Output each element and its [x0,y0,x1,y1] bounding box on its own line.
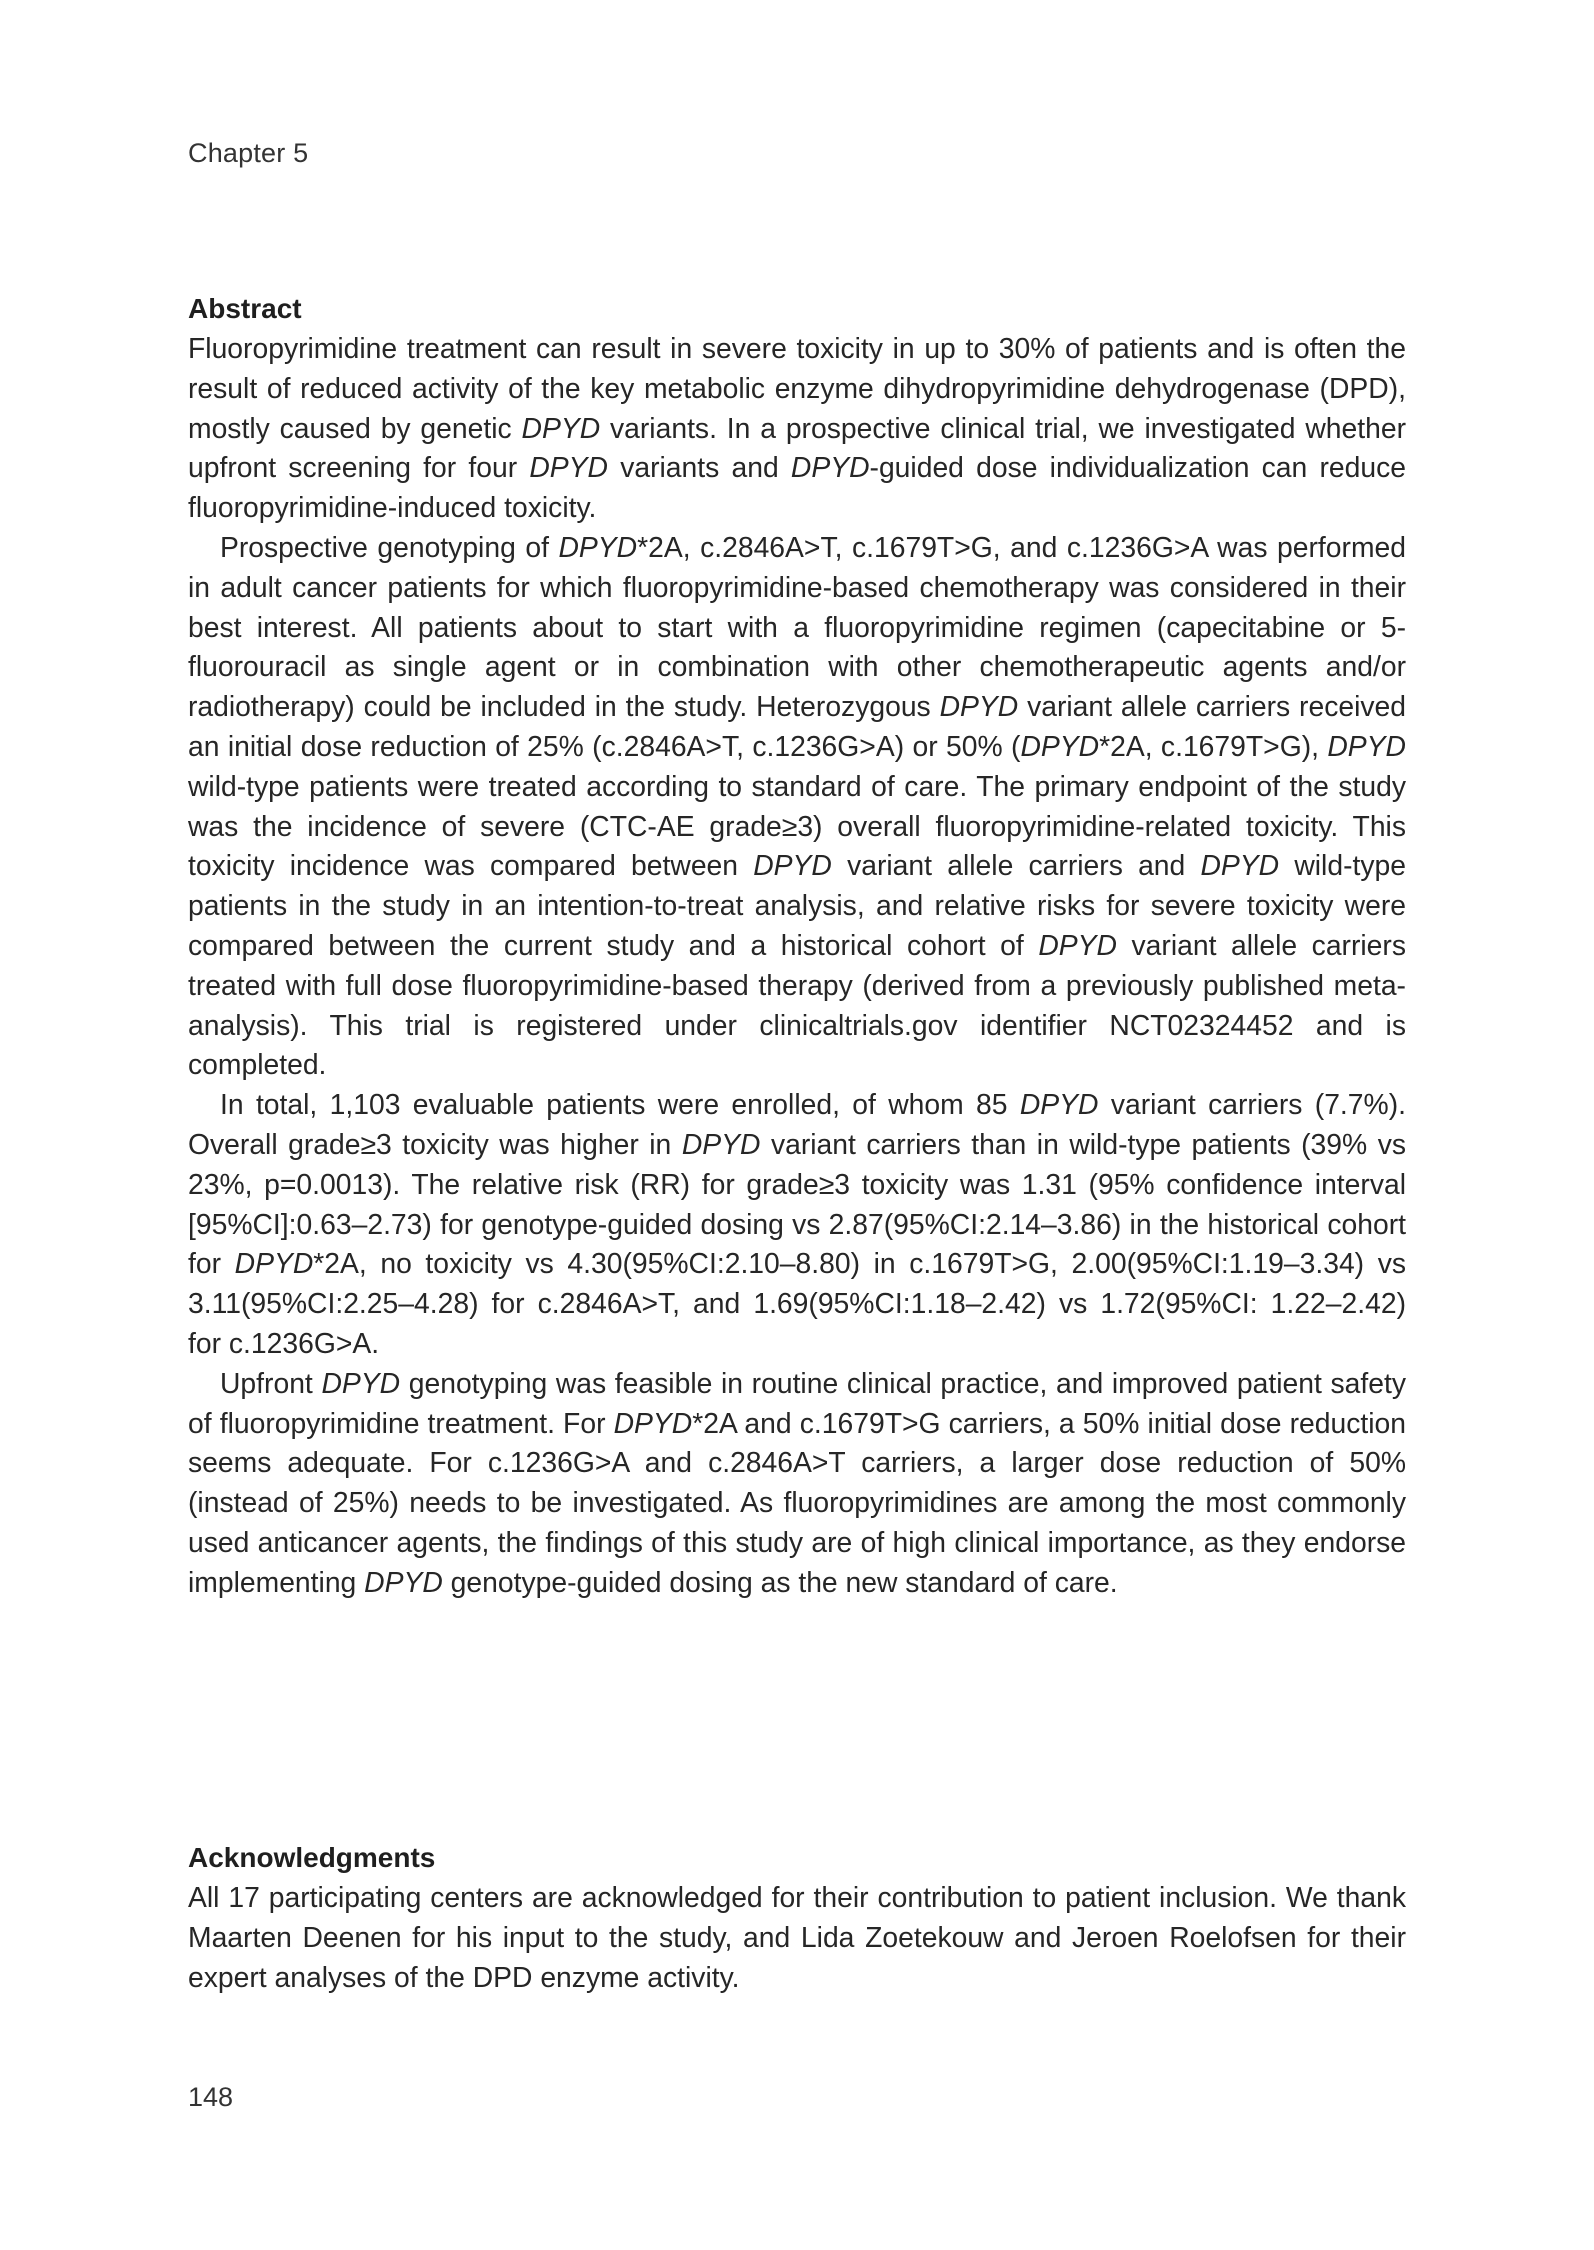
italic-gene-name: DPYD [1020,729,1100,762]
italic-gene-name: DPYD [364,1565,443,1598]
italic-gene-name: DPYD [321,1366,401,1399]
abstract-heading: Abstract [188,293,302,324]
italic-gene-name: DPYD [790,451,870,484]
italic-gene-name: DPYD [234,1247,314,1280]
acknowledgments-section [188,1838,1406,1997]
italic-gene-name: DPYD [613,1406,693,1439]
abstract-paragraph-2: Prospective genotyping of DPYD*2A, c.2846A>T, c.1679T>G, and c.1236G>A was performed in adult cancer patients for which fluoropyrimidine-based chemotherapy was considered in their best interest. All patients about to start with a fluoropyrimidine regimen (capecitabine or 5-fluorouracil as single agent or in combination with other chemotherapeutic agents and/or radiotherapy) could be included in the study. Heterozygous DPYD variant allele carriers received an initial dose reduction of 25% (c.2846A>T, c.1236G>A) or 50% (DPYD*2A, c.1679T>G), DPYD wild-type patients were treated according to standard of care. The primary endpoint of the study was the incidence of severe (CTC-AE grade≥3) overall fluoropyrimidine-related toxicity. This toxicity incidence was compared between DPYD variant allele carriers and DPYD wild-type patients in the study in an intention-to-treat analysis, and relative risks for severe toxicity were compared between the current study and a historical cohort of DPYD variant allele carriers treated with full dose fluoropyrimidine-based therapy (derived from a previously published meta-analysis). This trial is registered under clinicaltrials.gov identifier NCT02324452 and is completed. [188,530,1406,1081]
italic-gene-name: DPYD [1327,729,1406,762]
abstract-section [188,289,1406,1603]
italic-gene-name: DPYD [529,451,608,484]
abstract-paragraph-1: Fluoropyrimidine treatment can result in severe toxicity in up to 30% of patients and is often the result of reduced activity of the key metabolic enzyme dihydropyrimidine dehydrogenase (DPD), mostly caused by genetic DPYD variants. In a prospective clinical trial, we investigated whether upfront screening for four DPYD variants and DPYD-guided dose individualization can reduce fluoropyrimidine-induced toxicity. [188,332,1406,524]
abstract-paragraph-3: In total, 1,103 evaluable patients were enrolled, of whom 85 DPYD variant carriers (7.7%). Overall grade≥3 toxicity was higher in DPYD variant carriers than in wild-type patients (39% vs 23%, p=0.0013). The relative risk (RR) for grade≥3 toxicity was 1.31 (95% confidence interval [95%CI]:0.63–2.73) for genotype-guided dosing vs 2.87(95%CI:2.14–3.86) in the historical cohort for DPYD*2A, no toxicity vs 4.30(95%CI:2.10–8.80) in c.1679T>G, 2.00(95%CI:1.19–3.34) vs 3.11(95%CI:2.25–4.28) for c.2846A>T, and 1.69(95%CI:1.18–2.42) vs 1.72(95%CI: 1.22–2.42) for c.1236G>A. [188,1088,1407,1359]
italic-gene-name: DPYD [558,530,638,563]
italic-gene-name: DPYD [521,411,601,444]
italic-gene-name: DPYD [681,1127,761,1160]
italic-gene-name: DPYD [939,690,1019,723]
italic-gene-name: DPYD [1019,1088,1099,1121]
italic-gene-name: DPYD [1200,849,1280,882]
page-number: 148 [188,2082,234,2112]
running-header: Chapter 5 [188,138,309,168]
abstract-paragraph-4: Upfront DPYD genotyping was feasible in routine clinical practice, and improved patient safety of fluoropyrimidine treatment. For DPYD*2A and c.1679T>G carriers, a 50% initial dose reduction seems adequate. For c.1236G>A and c.2846A>T carriers, a larger dose reduction of 50% (instead of 25%) needs to be investigated. As fluoropyrimidines are among the most commonly used anticancer agents, the findings of this study are of high clinical importance, as they endorse implementing DPYD genotype-guided dosing as the new standard of care. [188,1366,1407,1598]
acknowledgments-paragraph: All 17 participating centers are acknowledged for their contribution to patient inclusion. We thank Maarten Deenen for his input to the study, and Lida Zoetekouw and Jeroen Roelofsen for their expert analyses of the DPD enzyme activity. [188,1881,1406,1993]
italic-gene-name: DPYD [753,849,832,882]
acknowledgments-heading: Acknowledgments [188,1842,436,1873]
italic-gene-name: DPYD [1038,928,1117,961]
